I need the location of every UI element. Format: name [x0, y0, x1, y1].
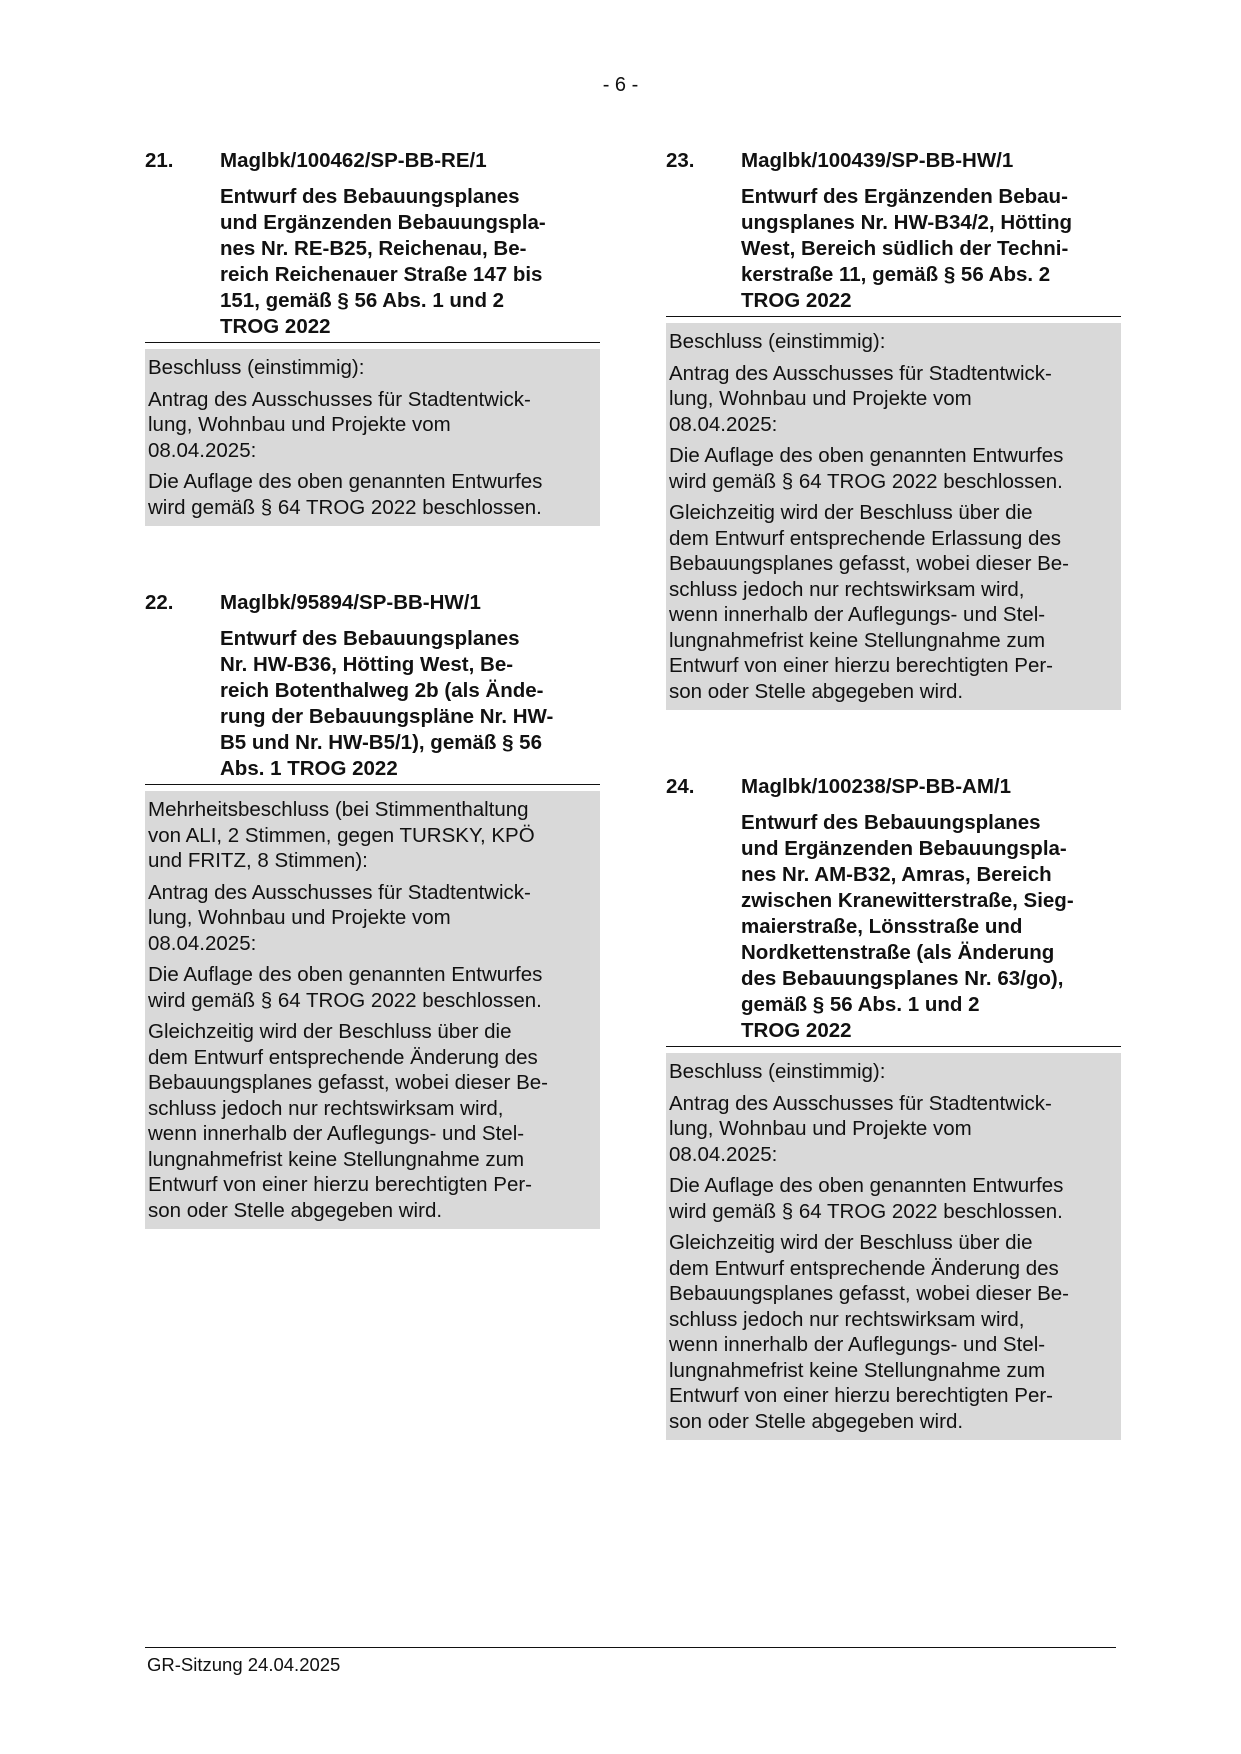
decision-block: [666, 1053, 1121, 1440]
divider: [145, 784, 600, 785]
decision-paragraph: Die Auflage des oben genannten Entwurfes wird gemäß § 64 TROG 2022 beschlossen.: [666, 443, 1121, 500]
item-reference: Maglbk/100462/SP-BB-RE/1: [220, 149, 487, 172]
right-column: [666, 148, 1121, 1486]
item-reference: Maglbk/95894/SP-BB-HW/1: [220, 591, 481, 614]
footer-divider: [145, 1647, 1116, 1648]
decision-paragraph: Die Auflage des oben genannten Entwurfes wird gemäß § 64 TROG 2022 beschlossen.: [145, 469, 600, 526]
left-column: [145, 148, 600, 1275]
item-reference: Maglbk/100439/SP-BB-HW/1: [741, 149, 1014, 172]
item-title: Entwurf des Bebauungsplanes und Ergänzenden Bebauungspla- nes Nr. RE-B25, Reichenau, Be- reich Reichenauer Straße 147 bis 151, gemäß § 56 Abs. 1 und 2 TROG 2022: [220, 185, 546, 338]
item-header: [666, 148, 1121, 174]
decision-paragraph: Gleichzeitig wird der Beschluss über die dem Entwurf entsprechende Erlassung des Bebauungsplanes gefasst, wobei dieser Be- schluss jedoch nur rechtswirksam wird, wenn innerhalb der Auflegungs- und Stel- lungnahmefrist keine Stellungnahme zum Entwurf von einer hierzu berechtigten Per- son oder Stelle abgegeben wird.: [666, 500, 1121, 710]
item-title: Entwurf des Bebauungsplanes Nr. HW-B36, Hötting West, Be- reich Botenthalweg 2b (als Ände- rung der Bebauungspläne Nr. HW- B5 und Nr. HW-B5/1), gemäß § 56 Abs. 1 TROG 2022: [220, 627, 554, 780]
decision-block: [145, 791, 600, 1229]
decision-paragraph: Antrag des Ausschusses für Stadtentwick- lung, Wohnbau und Projekte vom 08.04.2025:: [145, 880, 600, 963]
decision-paragraph: Beschluss (einstimmig):: [145, 349, 600, 387]
agenda-item: [145, 148, 600, 526]
item-number: 21.: [145, 149, 174, 172]
decision-block: [145, 349, 600, 526]
decision-paragraph: Antrag des Ausschusses für Stadtentwick- lung, Wohnbau und Projekte vom 08.04.2025:: [666, 361, 1121, 444]
item-number: 22.: [145, 591, 174, 614]
decision-paragraph: Die Auflage des oben genannten Entwurfes wird gemäß § 64 TROG 2022 beschlossen.: [145, 962, 600, 1019]
decision-paragraph: Gleichzeitig wird der Beschluss über die dem Entwurf entsprechende Änderung des Bebauungsplanes gefasst, wobei dieser Be- schluss jedoch nur rechtswirksam wird, wenn innerhalb der Auflegungs- und Stel- lungnahmefrist keine Stellungnahme zum Entwurf von einer hierzu berechtigten Per- son oder Stelle abgegeben wird.: [145, 1019, 600, 1229]
item-header: [145, 590, 600, 616]
item-title: Entwurf des Ergänzenden Bebau- ungsplanes Nr. HW-B34/2, Hötting West, Bereich südlich der Techni- kerstraße 11, gemäß § 56 Abs. 2 TROG 2022: [741, 185, 1073, 312]
item-header: [145, 148, 600, 174]
item-header: [666, 774, 1121, 800]
decision-paragraph: Gleichzeitig wird der Beschluss über die dem Entwurf entsprechende Änderung des Bebauungsplanes gefasst, wobei dieser Be- schluss jedoch nur rechtswirksam wird, wenn innerhalb der Auflegungs- und Stel- lungnahmefrist keine Stellungnahme zum Entwurf von einer hierzu berechtigten Per- son oder Stelle abgegeben wird.: [666, 1230, 1121, 1440]
decision-paragraph: Beschluss (einstimmig):: [666, 323, 1121, 361]
decision-paragraph: Mehrheitsbeschluss (bei Stimmenthaltung von ALI, 2 Stimmen, gegen TURSKY, KPÖ und FRITZ, 8 Stimmen):: [145, 791, 600, 880]
agenda-item: [145, 590, 600, 1229]
agenda-item: [666, 774, 1121, 1440]
item-reference: Maglbk/100238/SP-BB-AM/1: [741, 775, 1012, 798]
decision-paragraph: Antrag des Ausschusses für Stadtentwick- lung, Wohnbau und Projekte vom 08.04.2025:: [666, 1091, 1121, 1174]
page-number: - 6 -: [602, 74, 639, 96]
decision-paragraph: Antrag des Ausschusses für Stadtentwick- lung, Wohnbau und Projekte vom 08.04.2025:: [145, 387, 600, 470]
item-title: Entwurf des Bebauungsplanes und Ergänzenden Bebauungspla- nes Nr. AM-B32, Amras, Bereich zwischen Kranewitterstraße, Sieg- maierstraße, Lönsstraße und Nordkettenstraße (als Änderung des Bebauungsplanes Nr. 63/go), gemäß § 56 Abs. 1 und 2 TROG 2022: [741, 811, 1074, 1042]
divider: [666, 316, 1121, 317]
divider: [666, 1046, 1121, 1047]
decision-block: [666, 323, 1121, 710]
decision-paragraph: Die Auflage des oben genannten Entwurfes wird gemäß § 64 TROG 2022 beschlossen.: [666, 1173, 1121, 1230]
decision-paragraph: Beschluss (einstimmig):: [666, 1053, 1121, 1091]
footer-text: GR-Sitzung 24.04.2025: [147, 1654, 341, 1675]
agenda-item: [666, 148, 1121, 710]
divider: [145, 342, 600, 343]
item-number: 24.: [666, 775, 695, 798]
item-number: 23.: [666, 149, 695, 172]
